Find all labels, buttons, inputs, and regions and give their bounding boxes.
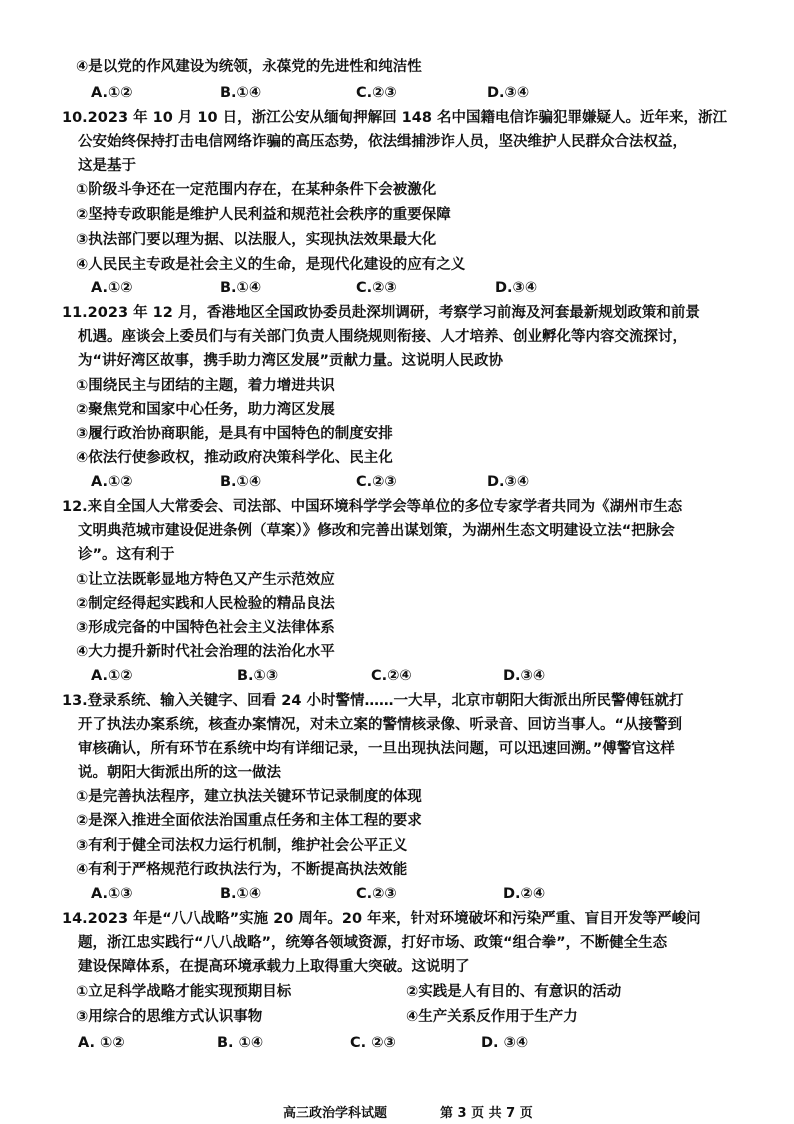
q9-statement-4: ④是以党的作风建设为统领，永葆党的先进性和纯洁性	[76, 59, 422, 75]
q14-option-b: B. ①④	[217, 1035, 264, 1051]
footer-subject: 高三政治学科试题	[283, 1106, 388, 1121]
q11-stem-line-2: 机遇。座谈会上委员们与有关部门负责人围绕规则衔接、人才培养、创业孵化等内容交流探讨，	[78, 329, 687, 345]
q10-statement-2: ②坚持专政职能是维护人民利益和规范社会秩序的重要保障	[76, 207, 451, 223]
q11-option-a: A.①②	[91, 474, 133, 490]
q12-statement-4: ④大力提升新时代社会治理的法治化水平	[76, 644, 335, 660]
q11-statement-3: ③履行政治协商职能，是具有中国特色的制度安排	[76, 426, 393, 442]
q13-option-a: A.①③	[91, 886, 133, 902]
q11-option-b: B.①④	[220, 474, 262, 490]
q13-stem-line-3: 审核确认，所有环节在系统中均有详细记录，一旦出现执法问题，可以迅速回溯。”傅警官这样	[78, 741, 675, 757]
q14-statement-3: ③用综合的思维方式认识事物	[76, 1009, 263, 1025]
q13-statement-1: ①是完善执法程序，建立执法关键环节记录制度的体现	[76, 789, 422, 805]
q9-option-a: A.①②	[91, 85, 133, 101]
q12-stem-line-2: 文明典范城市建设促进条例（草案）》修改和完善出谋划策，为湖州生态文明建设立法“把脉会	[78, 523, 675, 539]
q14-statement-4: ④生产关系反作用于生产力	[406, 1009, 578, 1025]
q11-statement-4: ④依法行使参政权，推动政府决策科学化、民主化	[76, 450, 393, 466]
q13-option-c: C.②③	[356, 886, 397, 902]
q12-option-a: A.①②	[91, 668, 133, 684]
q14-option-c: C. ②③	[350, 1035, 396, 1051]
q14-statement-1: ①立足科学战略才能实现预期目标	[76, 984, 292, 1000]
q10-option-d: D.③④	[495, 280, 538, 296]
q14-stem-line-3: 建设保障体系，在提高环境承载力上取得重大突破。这说明了	[78, 959, 470, 975]
q11-statement-1: ①围绕民主与团结的主题，着力增进共识	[76, 378, 335, 394]
q10-option-b: B.①④	[220, 280, 262, 296]
q12-statement-2: ②制定经得起实践和人民检验的精品良法	[76, 596, 335, 612]
footer-page-number: 第 3 页 共 7 页	[440, 1106, 533, 1121]
q9-option-c: C.②③	[356, 85, 397, 101]
q10-option-a: A.①②	[91, 280, 133, 296]
q12-statement-3: ③形成完备的中国特色社会主义法律体系	[76, 620, 335, 636]
q12-statement-1: ①让立法既彰显地方特色又产生示范效应	[76, 572, 335, 588]
q12-option-b: B.①③	[237, 668, 279, 684]
q13-statement-3: ③有利于健全司法权力运行机制，维护社会公平正义	[76, 838, 408, 854]
q10-statement-1: ①阶级斗争还在一定范围内存在，在某种条件下会被激化	[76, 182, 437, 198]
q14-option-a: A. ①②	[78, 1035, 125, 1051]
q10-stem-line-3: 这是基于	[78, 158, 136, 174]
q10-statement-4: ④人民民主专政是社会主义的生命，是现代化建设的应有之义	[76, 257, 466, 273]
q14-stem-line-1: 14.2023 年是“八八战略”实施 20 周年。20 年来，针对环境破坏和污染严重、盲目开发等严峻问	[62, 911, 701, 927]
q11-statement-2: ②聚焦党和国家中心任务，助力湾区发展	[76, 402, 335, 418]
q10-statement-3: ③执法部门要以理为据、以法服人，实现执法效果最大化	[76, 232, 437, 248]
q14-stem-line-2: 题，浙江忠实践行“八八战略”，统筹各领域资源，打好市场、政策“组合拳”，不断健全生态	[78, 935, 668, 951]
q11-stem-line-3: 为“讲好湾区故事，携手助力湾区发展”贡献力量。这说明人民政协	[78, 353, 504, 369]
q13-stem-line-2: 开了执法办案系统，核查办案情况，对未立案的警情核录像、听录音、回访当事人。“从接警到	[78, 717, 683, 733]
q11-option-d: D.③④	[487, 474, 530, 490]
q10-stem-line-2: 公安始终保持打击电信网络诈骗的高压态势，依法缉捕涉诈人员，坚决维护人民群众合法权益，	[78, 134, 687, 150]
q9-option-d: D.③④	[487, 85, 530, 101]
q12-option-d: D.③④	[503, 668, 546, 684]
q13-statement-4: ④有利于严格规范行政执法行为，不断提高执法效能	[76, 862, 408, 878]
q13-statement-2: ②是深入推进全面依法治国重点任务和主体工程的要求	[76, 813, 422, 829]
q14-option-d: D. ③④	[481, 1035, 529, 1051]
q12-stem-line-3: 诊”。这有利于	[78, 547, 175, 563]
q10-option-c: C.②③	[356, 280, 397, 296]
q12-stem-line-1: 12.来自全国人大常委会、司法部、中国环境科学学会等单位的多位专家学者共同为《湖州市生态	[62, 499, 683, 515]
q11-option-c: C.②③	[356, 474, 397, 490]
q13-option-b: B.①④	[220, 886, 262, 902]
q11-stem-line-1: 11.2023 年 12 月，香港地区全国政协委员赴深圳调研，考察学习前海及河套最新规划政策和前景	[62, 305, 700, 321]
q9-option-b: B.①④	[220, 85, 262, 101]
q12-option-c: C.②④	[371, 668, 412, 684]
q10-stem-line-1: 10.2023 年 10 月 10 日，浙江公安从缅甸押解回 148 名中国籍电信诈骗犯罪嫌疑人。近年来，浙江	[62, 110, 728, 126]
q13-stem-line-1: 13.登录系统、输入关键字、回看 24 小时警情……一大早，北京市朝阳大街派出所民警傅钰就打	[62, 693, 684, 709]
q14-statement-2: ②实践是人有目的、有意识的活动	[406, 984, 622, 1000]
q13-option-d: D.②④	[503, 886, 546, 902]
q13-stem-line-4: 说。朝阳大街派出所的这一做法	[78, 765, 281, 781]
